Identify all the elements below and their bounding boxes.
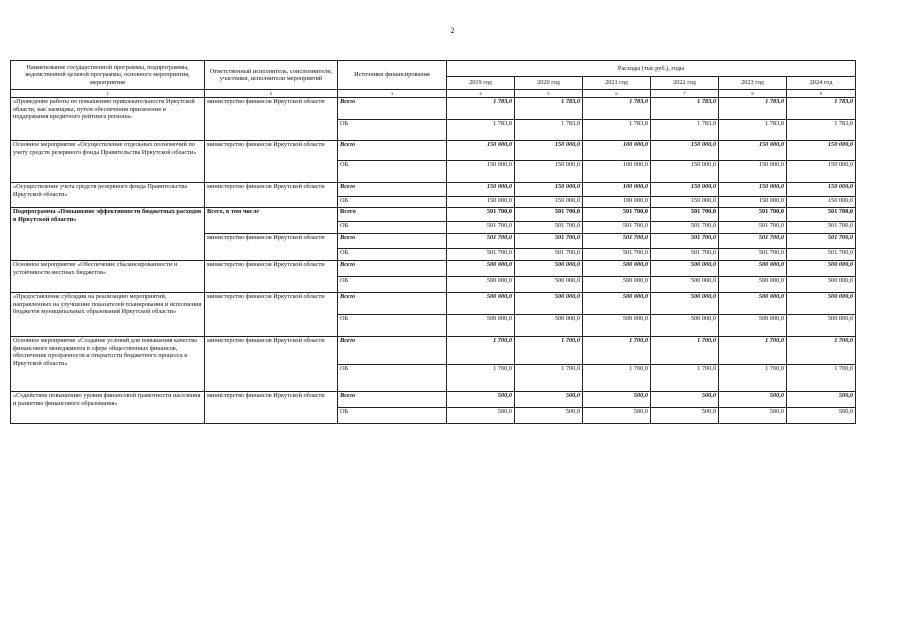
value-cell: 1 700,0 xyxy=(719,337,787,365)
value-cell: 1 783,0 xyxy=(447,120,515,141)
source-ob: ОБ xyxy=(338,161,447,183)
value-cell: 501 700,0 xyxy=(651,208,719,222)
value-cell: 500,0 xyxy=(447,408,515,424)
source-ob: ОБ xyxy=(338,315,447,337)
value-cell: 501 700,0 xyxy=(719,249,787,261)
table-row xyxy=(11,392,856,408)
value-cell: 500 000,0 xyxy=(583,261,651,277)
value-cell: 500 000,0 xyxy=(583,277,651,293)
value-cell: 501 700,0 xyxy=(447,249,515,261)
value-cell: 500 000,0 xyxy=(719,277,787,293)
value-cell: 501 700,0 xyxy=(515,222,583,234)
value-cell: 500 000,0 xyxy=(651,315,719,337)
value-cell: 501 700,0 xyxy=(447,234,515,249)
activity-name: «Осуществление учета средств резервного фонда Правительства Иркутской области» xyxy=(11,183,205,208)
value-cell: 150 000,0 xyxy=(651,183,719,197)
responsible-executor: министерство финансов Иркутской области xyxy=(205,98,338,141)
value-cell: 500 000,0 xyxy=(515,293,583,315)
value-cell: 1 700,0 xyxy=(651,337,719,365)
value-cell: 500 000,0 xyxy=(515,261,583,277)
value-cell: 501 700,0 xyxy=(515,249,583,261)
source-total: Всего xyxy=(338,293,447,315)
value-cell: 150 000,0 xyxy=(787,161,856,183)
table-row xyxy=(11,141,856,161)
responsible-executor: министерство финансов Иркутской области xyxy=(205,337,338,392)
table-row xyxy=(11,208,856,222)
value-cell: 501 700,0 xyxy=(719,222,787,234)
value-cell: 150 000,0 xyxy=(515,197,583,208)
value-cell: 500 000,0 xyxy=(787,261,856,277)
value-cell: 150 000,0 xyxy=(719,161,787,183)
column-index: 6 xyxy=(583,90,651,98)
value-cell: 500 000,0 xyxy=(719,261,787,277)
value-cell: 500,0 xyxy=(583,392,651,408)
value-cell: 150 000,0 xyxy=(515,141,583,161)
value-cell: 500 000,0 xyxy=(447,261,515,277)
value-cell: 500 000,0 xyxy=(447,277,515,293)
value-cell: 100 000,0 xyxy=(583,197,651,208)
value-cell: 501 700,0 xyxy=(787,234,856,249)
source-ob: ОБ xyxy=(338,249,447,261)
source-ob: ОБ xyxy=(338,197,447,208)
value-cell: 500 000,0 xyxy=(787,277,856,293)
source-total: Всего xyxy=(338,98,447,120)
activity-name: Основное мероприятие «Обеспечение сбалансированности и устойчивости местных бюджетов» xyxy=(11,261,205,293)
source-total: Всего xyxy=(338,208,447,222)
value-cell: 500,0 xyxy=(787,408,856,424)
value-cell: 1 700,0 xyxy=(719,365,787,392)
value-cell: 501 700,0 xyxy=(447,222,515,234)
value-cell: 500 000,0 xyxy=(583,315,651,337)
value-cell: 500,0 xyxy=(651,408,719,424)
value-cell: 1 783,0 xyxy=(719,98,787,120)
value-cell: 1 700,0 xyxy=(515,365,583,392)
value-cell: 1 700,0 xyxy=(787,337,856,365)
header-year: 2024 год xyxy=(787,77,856,90)
value-cell: 1 700,0 xyxy=(583,365,651,392)
value-cell: 150 000,0 xyxy=(651,161,719,183)
value-cell: 500,0 xyxy=(583,408,651,424)
value-cell: 150 000,0 xyxy=(447,141,515,161)
column-index: 4 xyxy=(447,90,515,98)
source-total: Всего xyxy=(338,234,447,249)
value-cell: 500 000,0 xyxy=(515,315,583,337)
value-cell: 501 700,0 xyxy=(583,222,651,234)
value-cell: 1 700,0 xyxy=(515,337,583,365)
value-cell: 150 000,0 xyxy=(515,161,583,183)
responsible-all: Всего, в том числе xyxy=(205,208,338,234)
responsible-executor: министерство финансов Иркутской области xyxy=(205,141,338,183)
value-cell: 500 000,0 xyxy=(583,293,651,315)
value-cell: 500 000,0 xyxy=(651,277,719,293)
table-row xyxy=(11,183,856,197)
value-cell: 500 000,0 xyxy=(447,315,515,337)
value-cell: 500,0 xyxy=(651,392,719,408)
value-cell: 1 700,0 xyxy=(651,365,719,392)
value-cell: 500 000,0 xyxy=(787,293,856,315)
header-expenses: Расходы (тыс.руб.), годы xyxy=(447,61,856,77)
column-index: 5 xyxy=(515,90,583,98)
value-cell: 1 700,0 xyxy=(583,337,651,365)
value-cell: 501 700,0 xyxy=(515,208,583,222)
page-number: 2 xyxy=(450,26,455,35)
value-cell: 500 000,0 xyxy=(719,315,787,337)
value-cell: 501 700,0 xyxy=(651,222,719,234)
subprogram-name: Подпрограмма «Повышение эффективности бюджетных расходов в Иркутской области» xyxy=(11,208,205,261)
value-cell: 500,0 xyxy=(719,408,787,424)
activity-name: Основное мероприятие «Создание условий для повышения качества финансового менеджмента в сфере общественных финансов, обеспечение прозрачности и открытости бюджетного процесса в Иркутской области» xyxy=(11,337,205,392)
value-cell: 1 783,0 xyxy=(515,120,583,141)
column-index: 1 xyxy=(11,90,205,98)
value-cell: 150 000,0 xyxy=(515,183,583,197)
column-index: 7 xyxy=(651,90,719,98)
value-cell: 150 000,0 xyxy=(447,197,515,208)
header-year: 2020 год xyxy=(515,77,583,90)
responsible-executor: министерство финансов Иркутской области xyxy=(205,293,338,337)
value-cell: 1 783,0 xyxy=(719,120,787,141)
value-cell: 500 000,0 xyxy=(719,293,787,315)
value-cell: 100 000,0 xyxy=(583,141,651,161)
value-cell: 150 000,0 xyxy=(787,141,856,161)
value-cell: 1 783,0 xyxy=(651,98,719,120)
value-cell: 150 000,0 xyxy=(787,183,856,197)
table-row xyxy=(11,293,856,315)
header-year: 2021 год xyxy=(583,77,651,90)
value-cell: 501 700,0 xyxy=(651,249,719,261)
value-cell: 150 000,0 xyxy=(651,141,719,161)
header-name: Наименование государственной программы, подпрограммы, ведомственной целевой программы, основного мероприятия, мероприятия xyxy=(11,61,205,90)
value-cell: 501 700,0 xyxy=(787,208,856,222)
value-cell: 150 000,0 xyxy=(719,141,787,161)
value-cell: 501 700,0 xyxy=(583,249,651,261)
header-year: 2022 год xyxy=(651,77,719,90)
value-cell: 1 700,0 xyxy=(447,337,515,365)
activity-name: «Проведение работы по повышению привлекательности Иркутской области, как заемщика, путем обеспечения присвоения и поддержания кредитного рейтинга региона» xyxy=(11,98,205,141)
source-ob: ОБ xyxy=(338,120,447,141)
value-cell: 100 000,0 xyxy=(583,183,651,197)
value-cell: 150 000,0 xyxy=(651,197,719,208)
header-responsible: Ответственный исполнитель, соисполнители, участники, исполнители мероприятий xyxy=(205,61,338,90)
value-cell: 500,0 xyxy=(515,408,583,424)
value-cell: 1 783,0 xyxy=(651,120,719,141)
value-cell: 1 783,0 xyxy=(515,98,583,120)
activity-name: «Предоставление субсидии на реализацию мероприятий, направленных на улучшение показателей планирования и исполнения бюджетов муниципальных образований Иркутской области» xyxy=(11,293,205,337)
value-cell: 501 700,0 xyxy=(719,234,787,249)
budget-table xyxy=(10,60,856,424)
value-cell: 500 000,0 xyxy=(651,293,719,315)
column-index: 3 xyxy=(338,90,447,98)
value-cell: 1 700,0 xyxy=(787,365,856,392)
value-cell: 500,0 xyxy=(515,392,583,408)
table-row xyxy=(11,261,856,277)
responsible-executor: министерство финансов Иркутской области xyxy=(205,261,338,293)
value-cell: 500 000,0 xyxy=(515,277,583,293)
value-cell: 150 000,0 xyxy=(447,161,515,183)
value-cell: 100 000,0 xyxy=(583,161,651,183)
source-ob: ОБ xyxy=(338,277,447,293)
column-index: 9 xyxy=(787,90,856,98)
column-index: 2 xyxy=(205,90,338,98)
value-cell: 1 783,0 xyxy=(787,98,856,120)
value-cell: 501 700,0 xyxy=(787,249,856,261)
value-cell: 501 700,0 xyxy=(447,208,515,222)
value-cell: 1 783,0 xyxy=(447,98,515,120)
value-cell: 1 783,0 xyxy=(583,120,651,141)
header-source: Источники финансирования xyxy=(338,61,447,90)
source-ob: ОБ xyxy=(338,365,447,392)
value-cell: 500,0 xyxy=(787,392,856,408)
value-cell: 1 783,0 xyxy=(787,120,856,141)
value-cell: 500 000,0 xyxy=(651,261,719,277)
value-cell: 150 000,0 xyxy=(719,183,787,197)
value-cell: 501 700,0 xyxy=(651,234,719,249)
responsible-executor: министерство финансов Иркутской области xyxy=(205,183,338,208)
value-cell: 501 700,0 xyxy=(515,234,583,249)
value-cell: 500 000,0 xyxy=(787,315,856,337)
value-cell: 150 000,0 xyxy=(719,197,787,208)
value-cell: 150 000,0 xyxy=(787,197,856,208)
source-ob: ОБ xyxy=(338,222,447,234)
column-index: 8 xyxy=(719,90,787,98)
value-cell: 500,0 xyxy=(447,392,515,408)
activity-name: «Содействие повышению уровня финансовой грамотности населения и развитию финансового образования» xyxy=(11,392,205,424)
source-ob: ОБ xyxy=(338,408,447,424)
table-row xyxy=(11,337,856,365)
value-cell: 501 700,0 xyxy=(787,222,856,234)
source-total: Всего xyxy=(338,392,447,408)
activity-name: Основное мероприятие «Осуществление отдельных полномочий по учету средств резервного фонда Правительства Иркутской области» xyxy=(11,141,205,183)
header-year: 2019 год xyxy=(447,77,515,90)
value-cell: 501 700,0 xyxy=(583,234,651,249)
value-cell: 1 700,0 xyxy=(447,365,515,392)
value-cell: 501 700,0 xyxy=(719,208,787,222)
source-total: Всего xyxy=(338,337,447,365)
value-cell: 500 000,0 xyxy=(447,293,515,315)
source-total: Всего xyxy=(338,261,447,277)
source-total: Всего xyxy=(338,183,447,197)
header-year: 2023 год xyxy=(719,77,787,90)
table-row xyxy=(11,98,856,120)
responsible-executor: министерство финансов Иркутской области xyxy=(205,234,338,261)
value-cell: 501 700,0 xyxy=(583,208,651,222)
value-cell: 500,0 xyxy=(719,392,787,408)
responsible-executor: министерство финансов Иркутской области xyxy=(205,392,338,424)
source-total: Всего xyxy=(338,141,447,161)
value-cell: 1 783,0 xyxy=(583,98,651,120)
value-cell: 150 000,0 xyxy=(447,183,515,197)
